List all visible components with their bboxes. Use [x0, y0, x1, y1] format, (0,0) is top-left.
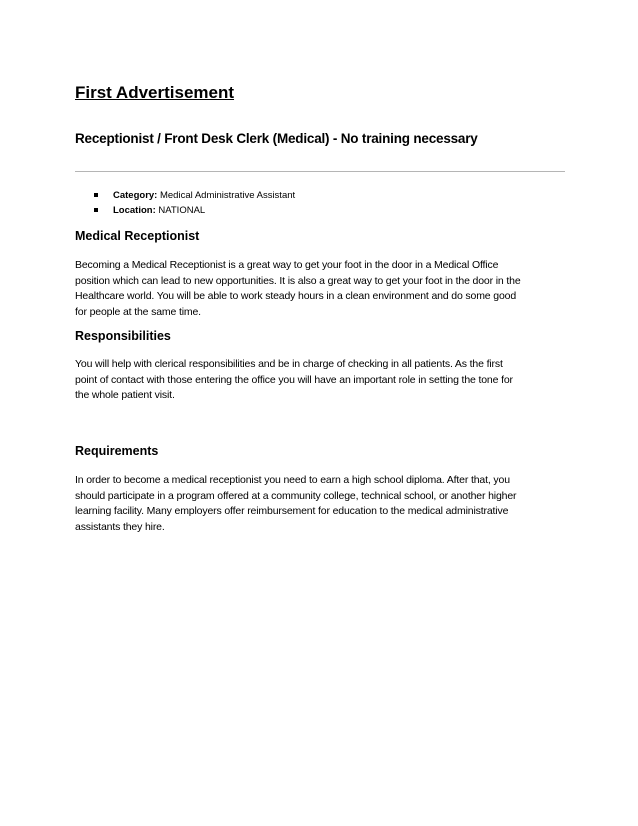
bullet-icon: [94, 208, 98, 212]
section-body-requirements: [75, 473, 567, 535]
paragraph-line: the whole patient visit.: [75, 389, 175, 401]
paragraph-line: Becoming a Medical Receptionist is a great way to get your foot in the door in a Medical Office: [75, 259, 499, 271]
document-title: First Advertisement: [75, 83, 235, 102]
paragraph-line: should participate in a program offered at a community college, technical school, or another higher: [75, 489, 517, 502]
section-heading-medical-receptionist: Medical Receptionist: [75, 229, 200, 243]
meta-value: NATIONAL: [158, 205, 206, 216]
paragraph-line: You will help with clerical responsibilities and be in charge of checking in all patients. As the first: [75, 358, 503, 370]
meta-item-location: [75, 203, 295, 218]
meta-label: Category:: [113, 190, 160, 201]
paragraph-line: for people at the same time.: [75, 305, 201, 318]
job-meta-list: [75, 188, 295, 218]
paragraph-line: learning facility. Many employers offer reimbursement for education to the medical administrative: [75, 505, 509, 517]
meta-label: Location:: [113, 205, 159, 216]
section-heading-requirements: Requirements: [75, 444, 159, 458]
section-heading-responsibilities: Responsibilities: [75, 329, 171, 343]
paragraph-line: point of contact with those entering the office you will have an important role in setting the tone for: [75, 373, 513, 386]
meta-item-category: [75, 188, 295, 203]
section-body-medical-receptionist: [75, 258, 567, 320]
section-body-responsibilities: [75, 357, 567, 404]
paragraph-line: position which can lead to new opportunities. It is also a great way to get your foot in the door in the: [75, 274, 521, 287]
horizontal-rule: [75, 171, 565, 172]
bullet-icon: [94, 193, 98, 197]
job-title: Receptionist / Front Desk Clerk (Medical) - No training necessary: [75, 131, 478, 146]
paragraph-line: assistants they hire.: [75, 520, 165, 533]
meta-value: Medical Administrative Assistant: [159, 190, 296, 201]
paragraph-line: Healthcare world. You will be able to work steady hours in a clean environment and do some good: [75, 290, 517, 302]
paragraph-line: In order to become a medical receptionist you need to earn a high school diploma. After that, you: [75, 474, 510, 486]
